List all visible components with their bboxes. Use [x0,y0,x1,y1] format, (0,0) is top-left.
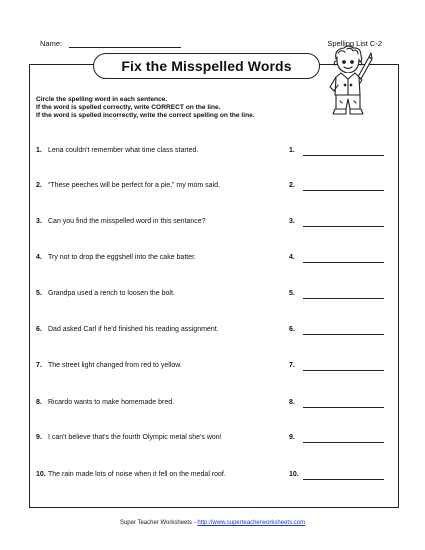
sentence-text: The street light changed from red to yellow. [48,362,182,369]
answer-line[interactable] [303,334,384,335]
sentence-item [36,362,386,374]
item-number: 1. [36,147,42,154]
answer-line[interactable] [303,298,384,299]
item-number: 10. [36,471,46,478]
item-number: 6. [36,326,42,333]
item-number: 8. [36,399,42,406]
answer-line[interactable] [303,190,384,191]
sentence-text: “These peeches will be perfect for a pie,” my mom said. [48,182,220,189]
answer-number: 4. [289,254,295,261]
sentence-text: I can't believe that's the fourth Olympic metal she's won! [48,434,222,441]
sentence-item [36,147,386,159]
answer-number: 9. [289,434,295,441]
sentence-item [36,182,386,194]
sentence-item [36,254,386,266]
sentence-text: Dad asked Carl if he'd finished his reading assignment. [48,326,219,333]
answer-number: 2. [289,182,295,189]
sentence-item [36,218,386,230]
sentence-item [36,471,386,483]
sentence-item [36,434,386,446]
answer-line[interactable] [303,262,384,263]
instructions [36,96,255,121]
sentence-item [36,326,386,338]
worksheet-title: Fix the Misspelled Words [93,53,320,79]
footer-separator: - [193,520,196,526]
sentence-item [36,290,386,302]
name-label: Name: [40,39,63,48]
answer-number: 8. [289,399,295,406]
answer-number: 3. [289,218,295,225]
instruction-line: If the word is spelled correctly, write CORRECT on the line. [36,104,221,112]
answer-number: 1. [289,147,295,154]
sentence-item [36,399,386,411]
answer-line[interactable] [303,370,384,371]
sentence-text: Try not to drop the eggshell into the cake batter. [48,254,196,261]
item-number: 5. [36,290,42,297]
name-line[interactable] [69,40,181,48]
item-number: 2. [36,182,42,189]
sentence-text: Grandpa used a rench to loosen the bolt. [48,290,175,297]
spelling-list-label: Spelling List C-2 [327,39,382,48]
footer [0,520,425,526]
instruction-line: If the word is spelled incorrectly, write the correct spelling on the line. [36,112,255,120]
item-number: 4. [36,254,42,261]
answer-line[interactable] [303,407,384,408]
answer-number: 7. [289,362,295,369]
answer-number: 10. [289,471,299,478]
item-number: 3. [36,218,42,225]
footer-brand: Super Teacher Worksheets [119,520,193,526]
answer-number: 5. [289,290,295,297]
sentence-text: The rain made lots of noise when it fell on the medal roof. [48,471,226,478]
name-field[interactable] [40,39,181,48]
footer-url-link[interactable]: http://www.superteacherworksheets.com [197,520,306,526]
answer-line[interactable] [303,155,384,156]
instruction-line: Circle the spelling word in each sentence. [36,96,168,103]
sentence-text: Can you find the misspelled word in this sentance? [48,218,206,225]
item-number: 7. [36,362,42,369]
sentence-text: Ricardo wants to make homemade bred. [48,399,175,406]
sentence-text: Lena couldn't remember what time class started. [48,147,199,154]
answer-line[interactable] [303,226,384,227]
answer-number: 6. [289,326,295,333]
boy-with-pencil-illustration [322,43,374,123]
answer-line[interactable] [303,479,384,480]
item-number: 9. [36,434,42,441]
answer-line[interactable] [303,442,384,443]
